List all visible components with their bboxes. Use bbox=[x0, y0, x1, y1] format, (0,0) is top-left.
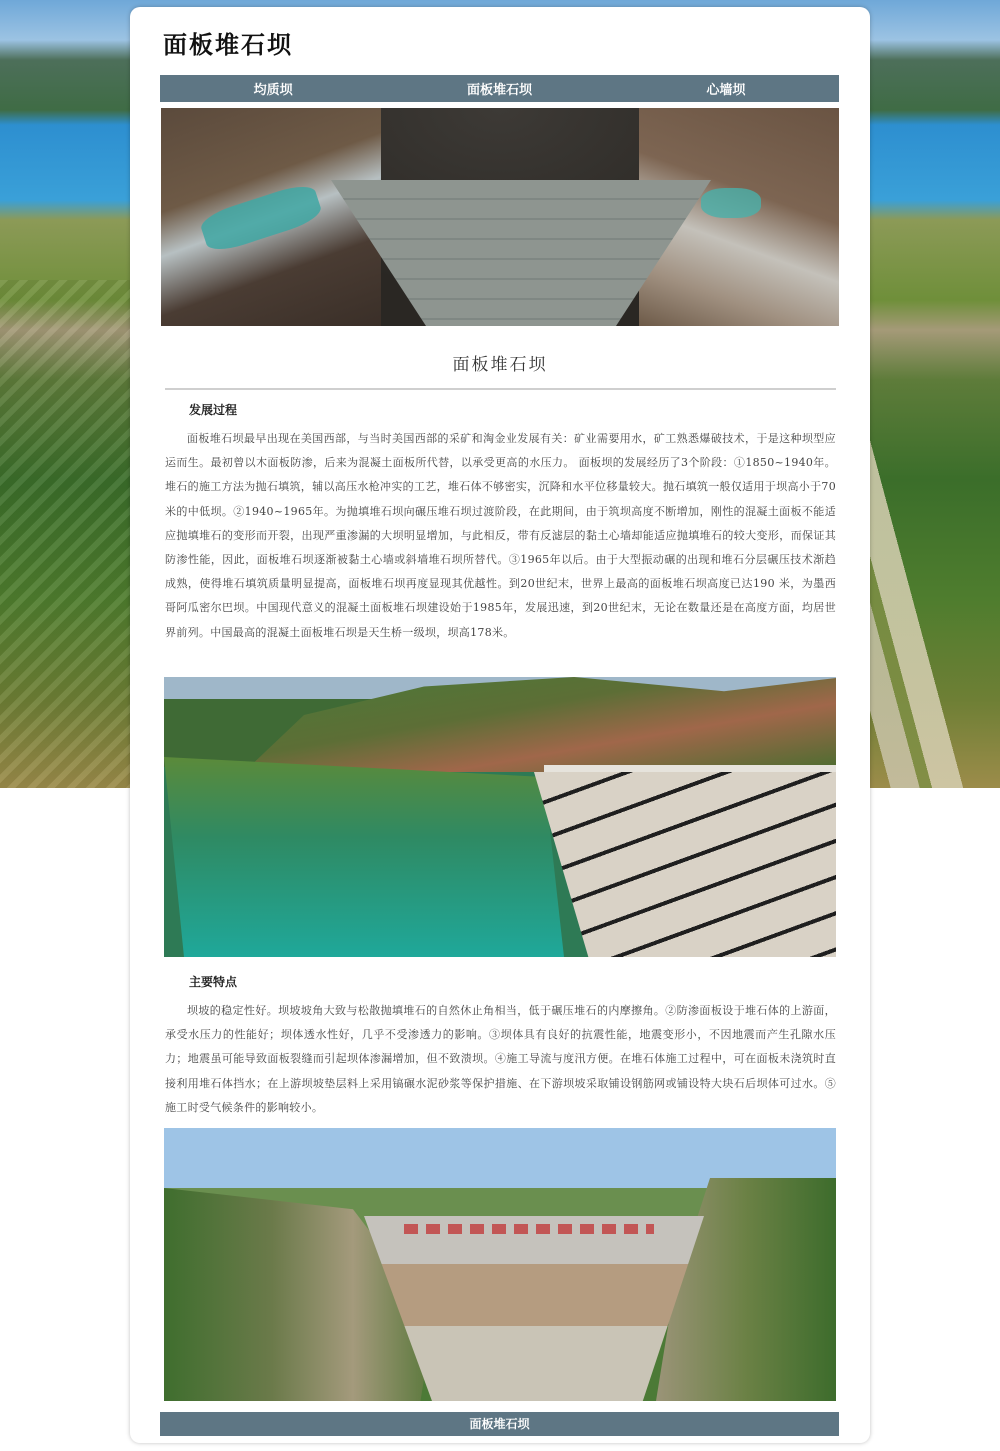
paragraph-development: 面板堆石坝最早出现在美国西部，与当时美国西部的采矿和淘金业发展有关：矿业需要用水，矿工熟悉爆破技术，于是这种坝型应运而生。最初曾以木面板防渗，后来为混凝土面板所代替，以承受更高的水压力。 面板坝的发展经历了3个阶段：①1850~1940年。堆石的施工方法为抛石填筑，辅以高压水枪冲实的工艺，堆石体不够密实，沉降和水平位移量较大。抛石填筑一般仅适用于坝高小于70 米的中低坝。②1940~1965年。为抛填堆石坝向碾压堆石坝过渡阶段，在此期间，由于筑坝高度不断增加，刚性的混凝土面板不能适应抛填堆石的变形而开裂，出现严重渗漏的大坝明显增加，与此相反，带有反滤层的黏土心墙却能适应抛填堆石的较大变形，而保证其防渗性能，因此，面板堆石坝逐渐被黏土心墙或斜墙堆石坝所替代。③1965年以后。由于大型振动碾的出现和堆石分层碾压技术渐趋成熟，使得堆石填筑质量明显提高，面板堆石坝再度显现其优越性。到20世纪末，世界上最高的面板堆石坝高度已达190 米，为墨西哥阿瓜密尔巴坝。中国现代意义的混凝土面板堆石坝建设始于1985年，发展迅速，到20世纪末，无论在数量还是在高度方面，均居世界前列。中国最高的混凝土面板堆石坝是天生桥一级坝，坝高178米。 bbox=[165, 432, 836, 639]
hero-dam-photo bbox=[161, 108, 839, 326]
nav-item-homogeneous-dam[interactable]: 均质坝 bbox=[253, 83, 293, 98]
background-village-texture bbox=[0, 280, 130, 788]
nav-bar bbox=[160, 75, 839, 102]
nav-item-core-wall-dam[interactable]: 心墙坝 bbox=[706, 83, 746, 98]
paragraph-features: 坝坡的稳定性好。坝坡坡角大致与松散抛填堆石的自然休止角相当，低于碾压堆石的内摩擦角。②防渗面板设于堆石体的上游面，承受水压力的性能好；坝体透水性好，几乎不受渗透力的影响。③坝体具有良好的抗震性能，地震变形小，不因地震而产生孔隙水压力；地震虽可能导致面板裂缝而引起坝体渗漏增加，但不致溃坝。④施工导流与度汛方便。在堆石体施工过程中，可在面板未浇筑时直接利用堆石体挡水；在上游坝坡垫层料上采用镐碾水泥砂浆等保护措施、在下游坝坡采取铺设钢筋网或铺设特大块石后坝体可过水。⑤施工时受气候条件的影响较小。 bbox=[165, 1004, 836, 1114]
content-card bbox=[130, 7, 870, 1443]
background-spillway-texture bbox=[870, 380, 1000, 788]
heading-divider bbox=[165, 388, 836, 390]
subheading-development: 发展过程 bbox=[189, 403, 238, 417]
gorge-dam-photo bbox=[164, 1128, 836, 1401]
reservoir-dam-photo bbox=[164, 677, 836, 957]
article-heading: 面板堆石坝 bbox=[452, 355, 548, 375]
nav-item-cfrd[interactable]: 面板堆石坝 bbox=[466, 83, 532, 98]
footer-bar: 面板堆石坝 bbox=[160, 1412, 839, 1436]
page-title: 面板堆石坝 bbox=[163, 30, 293, 59]
subheading-features: 主要特点 bbox=[189, 975, 238, 989]
